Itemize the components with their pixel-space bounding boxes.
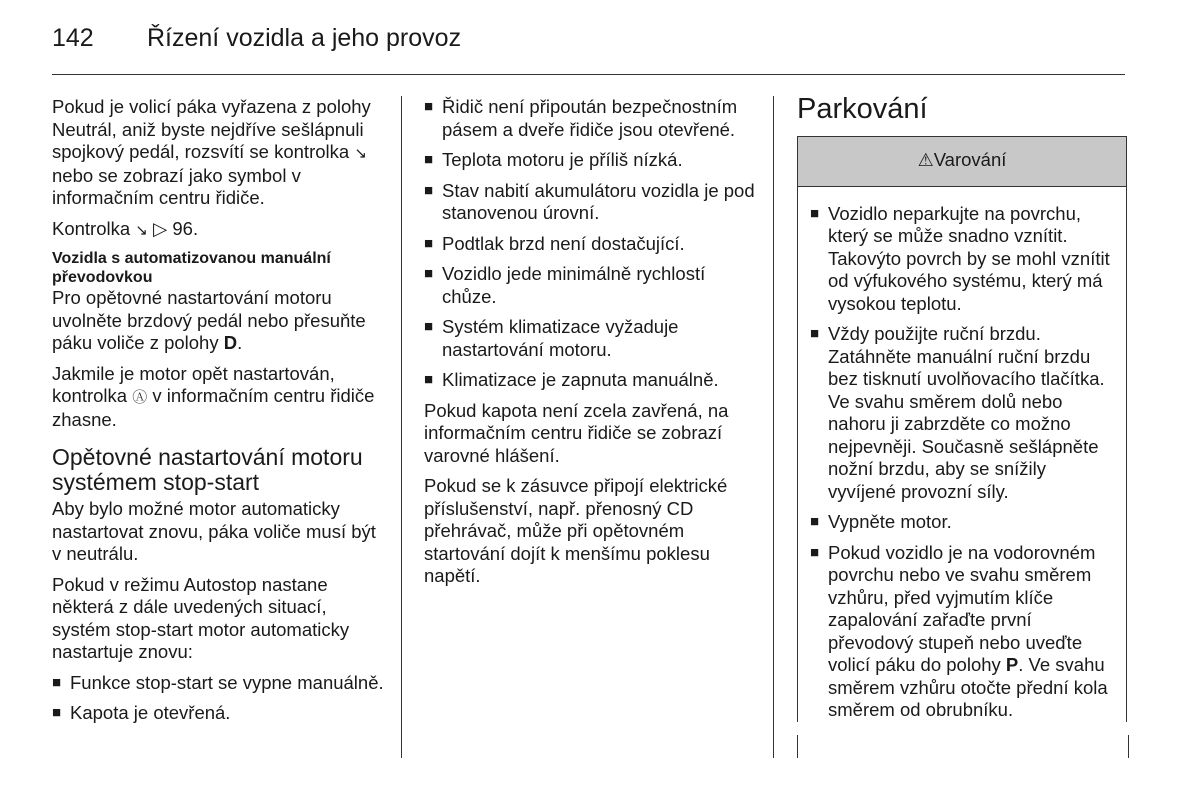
autostop-icon: Ⓐ xyxy=(132,388,148,406)
list-item: ■ Klimatizace je zapnuta manuálně. xyxy=(424,369,759,392)
paragraph: Pokud v režimu Autostop nastane některá z dále uvedených situací, systém stop-start motor automaticky nastartuje znovu: xyxy=(52,573,350,662)
list-item: ■ Kapota je otevřená. xyxy=(52,702,387,725)
bullet-list xyxy=(810,203,1114,722)
list-item: ■ Vozidlo neparkujte na povrchu, který se může snadno vznítit. Takovýto povrch by se mohl vznítit od výfukového systému, který má vysokou teplotu. xyxy=(810,203,1114,316)
column-2 xyxy=(424,96,759,596)
page-header xyxy=(52,24,461,53)
list-item: ■ Vždy použijte ruční brzdu. Zatáhněte manuální ruční brzdu bez tisknutí uvolňovacího tlačítka. Ve svahu směrem dolů nebo nahoru ji zabrzděte co možno nejpevněji. Současně sešlápněte nožní brzdu, aby se snížily vyvíjené provozní síly. xyxy=(810,323,1114,503)
warning-box-continuation xyxy=(797,735,1129,758)
clutch-warning-icon: ↘ xyxy=(135,220,148,239)
paragraph: Jakmile je motor opět nastartován, kontrolka Ⓐ v informačním centru řidiče zhasne. xyxy=(52,362,375,430)
list-item: ■ Funkce stop-start se vypne manuálně. xyxy=(52,672,387,695)
list-item: ■ Teplota motoru je příliš nízká. xyxy=(424,149,759,172)
clutch-warning-icon: ↘ xyxy=(354,144,367,162)
paragraph: Kontrolka ↘ ▷ 96. xyxy=(52,217,199,239)
header-divider xyxy=(52,74,1125,75)
list-item: ■ Podtlak brzd není dostačující. xyxy=(424,233,759,256)
list-item: ■ Vozidlo jede minimálně rychlostí chůze. xyxy=(424,263,759,308)
page-reference: ▷ 96. xyxy=(147,217,199,239)
column-divider xyxy=(401,96,402,758)
warning-triangle-icon: ⚠ xyxy=(917,150,934,171)
paragraph: Pokud kapota není zcela zavřená, na informačním centru řidiče se zobrazí varovné hlášení. xyxy=(424,399,729,466)
chapter-title: Řízení vozidla a jeho provoz xyxy=(147,24,462,52)
list-item: ■ Systém klimatizace vyžaduje nastartování motoru. xyxy=(424,316,759,361)
page-number: 142 xyxy=(52,24,94,52)
list-item: ■ Řidič není připoután bezpečnostním pásem a dveře řidiče jsou otevřené. xyxy=(424,96,759,141)
bullet-list xyxy=(424,96,759,392)
column-3 xyxy=(797,92,1127,730)
warning-header xyxy=(798,137,1126,187)
column-1 xyxy=(52,96,387,733)
paragraph: Pokud je volicí páka vyřazena z polohy Neutrál, aniž byste nejdříve sešlápnuli spojkový pedál, rozsvítí se kontrolka ↘ nebo se zobrazí jako symbol v informačním centru řidiče. xyxy=(52,96,371,208)
section-heading: Opětovné nastartování motoru systémem stop-start xyxy=(52,444,363,495)
list-item: ■ Pokud vozidlo je na vodorovném povrchu nebo ve svahu směrem vzhůru, před vyjmutím klíče zapalování zařaďte první převodový stupeň nebo uveďte volicí páku do polohy P. Ve svahu směrem vzhůru otočte přední kola směrem od obrubníku. xyxy=(810,542,1114,722)
paragraph: Pro opětovné nastartování motoru uvolněte brzdový pedál nebo přesuňte páku voliče z polohy D. xyxy=(52,287,366,353)
list-item: ■ Vypněte motor. xyxy=(810,511,1114,534)
warning-content xyxy=(798,187,1126,722)
warning-label: Varování xyxy=(933,149,1007,170)
bullet-list xyxy=(52,672,387,725)
column-divider xyxy=(773,96,774,758)
paragraph: Pokud se k zásuvce připojí elektrické příslušenství, např. přenosný CD přehrávač, může při opětovném startování dojít k menšímu poklesu napětí. xyxy=(424,475,728,586)
subheading: Vozidla s automatizovanou manuální převodovkou xyxy=(52,250,331,286)
list-item: ■ Stav nabití akumulátoru vozidla je pod stanovenou úrovní. xyxy=(424,180,759,225)
paragraph: Aby bylo možné motor automaticky nastartovat znovu, páka voliče musí být v neutrálu. xyxy=(52,498,376,564)
warning-box xyxy=(797,136,1127,722)
section-title: Parkování xyxy=(797,93,928,125)
